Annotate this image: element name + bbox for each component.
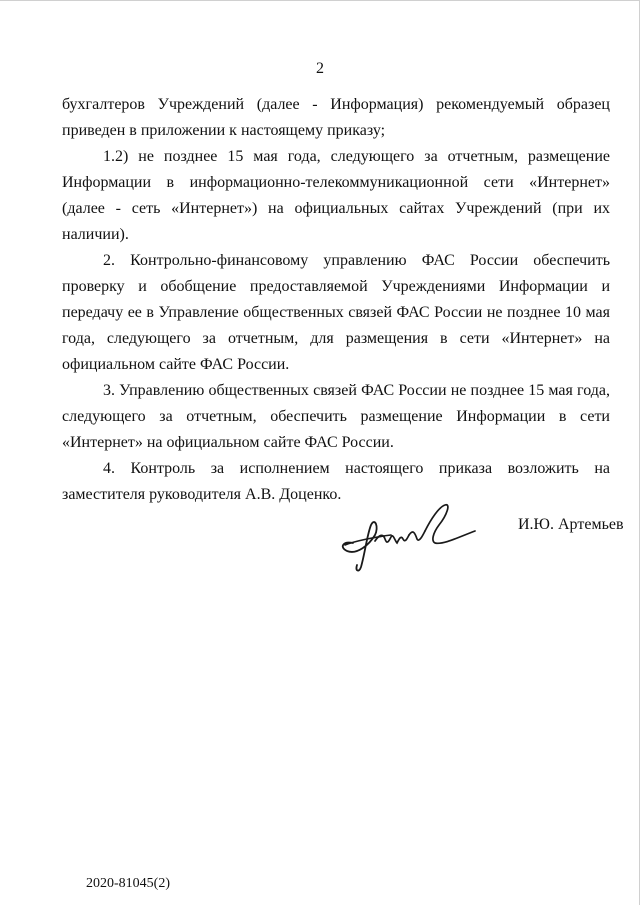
- paragraph-1-2: 1.2) не позднее 15 мая года, следующего за отчетным, размещение Информации в информационно-телекоммуникационной сети «Интернет» (далее - сеть «Интернет») на официальных сайтах Учреждений (при их наличии).: [62, 148, 610, 243]
- paragraph-2: 2. Контрольно-финансовому управлению ФАС России обеспечить проверку и обобщение предоставляемой Учреждениями Информации и передачу ее в Управление общественных связей ФАС России не позднее 10 мая года, следующего за отчетным, для размещения в сети «Интернет» на официальном сайте ФАС России.: [62, 252, 610, 373]
- page-number: 2: [316, 60, 324, 77]
- paragraph-continuation: бухгалтеров Учреждений (далее - Информация) рекомендуемый образец приведен в приложении к настоящему приказу;: [62, 96, 610, 139]
- page-edge-top: [0, 0, 640, 1]
- document-body: [62, 92, 610, 508]
- signer-name: И.Ю. Артемьев: [518, 516, 624, 533]
- paragraph-4: 4. Контроль за исполнением настоящего приказа возложить на заместителя руководителя А.В. Доценко.: [62, 460, 610, 503]
- signature-block: [335, 495, 615, 575]
- document-code: 2020-81045(2): [86, 876, 170, 891]
- paragraph-3: 3. Управлению общественных связей ФАС России не позднее 15 мая года, следующего за отчетным, обеспечить размещение Информации в сети «Интернет» на официальном сайте ФАС России.: [62, 382, 610, 451]
- handwritten-signature: [335, 495, 485, 575]
